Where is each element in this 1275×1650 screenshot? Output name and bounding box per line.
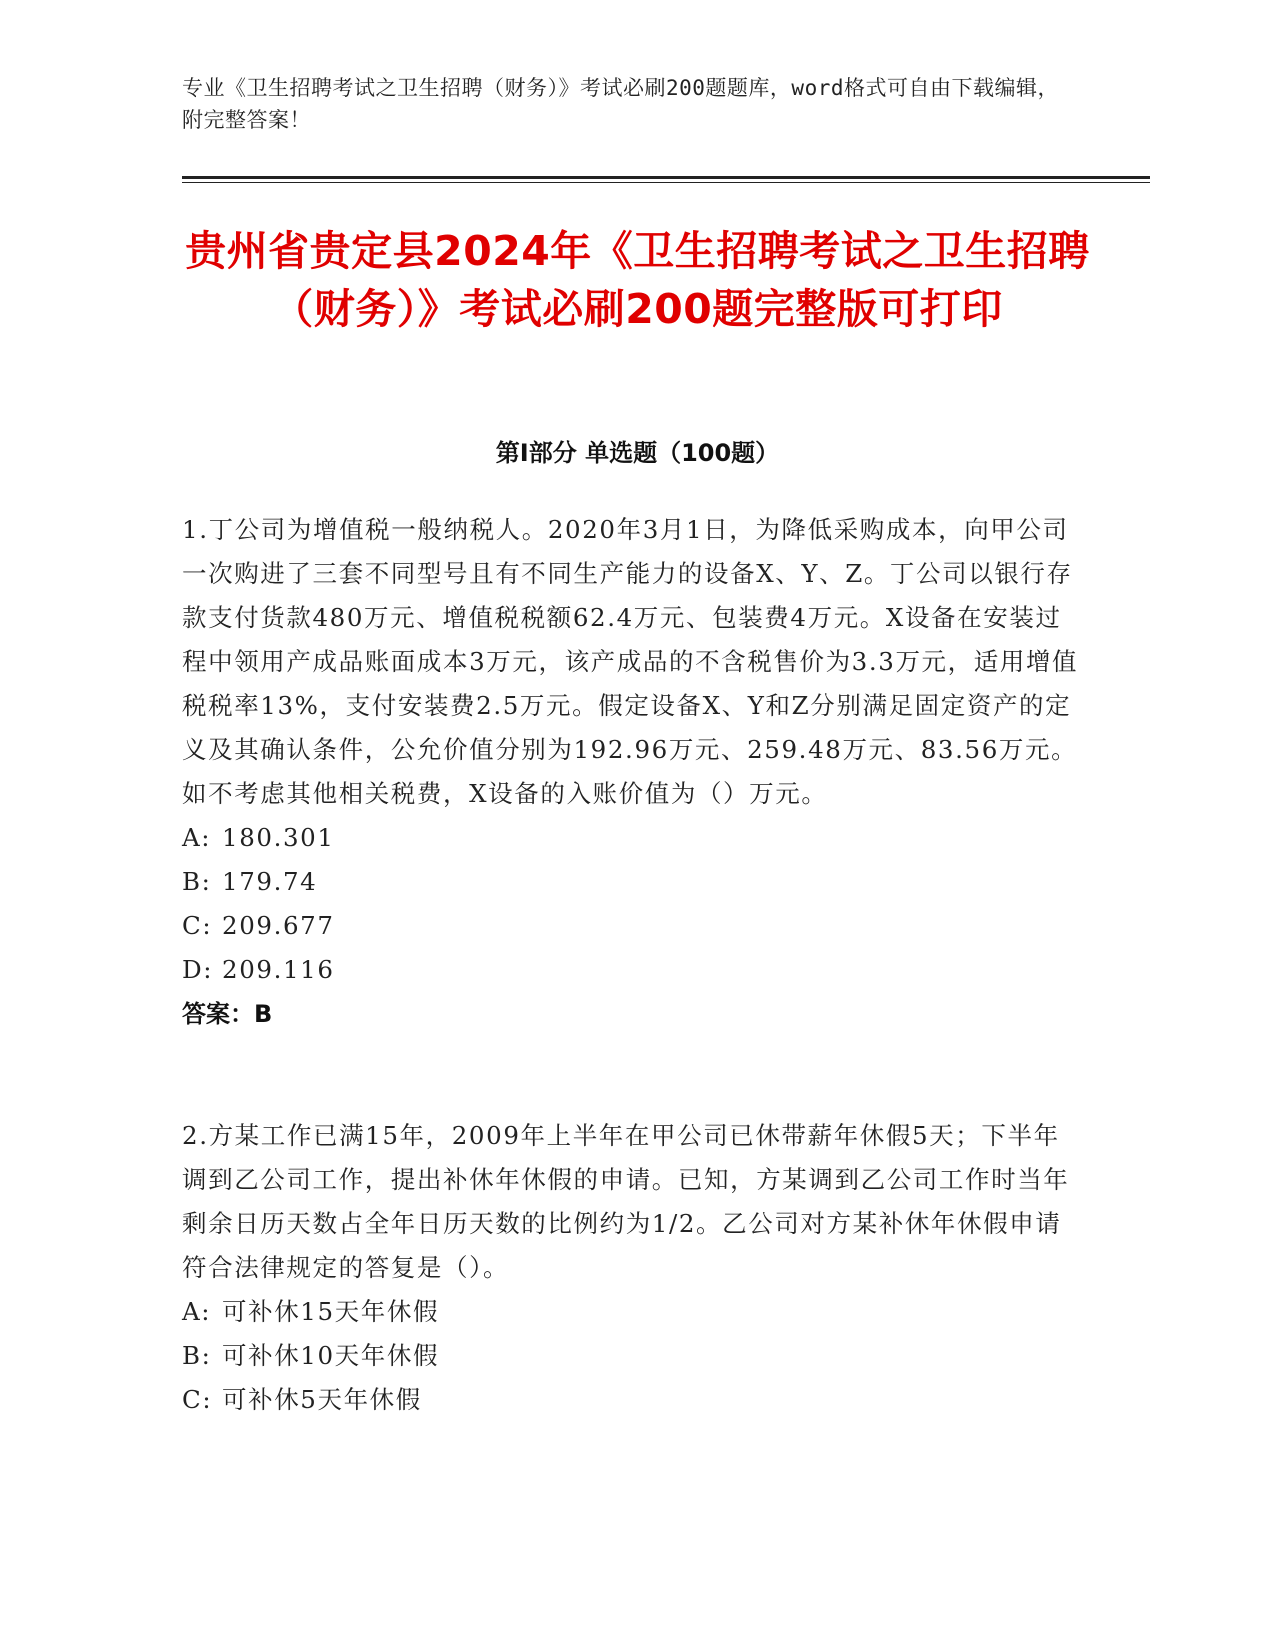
option-text: 209.116 xyxy=(222,955,335,984)
option-a xyxy=(182,816,1082,860)
question-1 xyxy=(182,508,1082,1036)
option-b xyxy=(182,1334,1082,1378)
option-text: 179.74 xyxy=(222,867,318,896)
answer-line: 答案：B xyxy=(182,1000,273,1028)
option-b xyxy=(182,860,1082,904)
option-c xyxy=(182,1378,1082,1422)
option-letter: A: xyxy=(182,823,212,852)
option-text: 180.301 xyxy=(222,823,335,852)
document-title: 贵州省贵定县2024年《卫生招聘考试之卫生招聘（财务）》考试必刷200题完整版可打印 xyxy=(185,227,1090,333)
option-text: 可补休5天年休假 xyxy=(222,1385,422,1414)
header-rule-thick xyxy=(182,176,1150,179)
section-title: 第I部分 单选题（100题） xyxy=(495,439,780,467)
option-text: 209.677 xyxy=(222,911,335,940)
option-letter: C: xyxy=(182,1385,213,1414)
option-letter: D: xyxy=(182,955,214,984)
option-letter: A: xyxy=(182,1297,212,1326)
option-letter: B: xyxy=(182,1341,212,1370)
option-d xyxy=(182,948,1082,992)
question-stem: 1.丁公司为增值税一般纳税人。2020年3月1日，为降低采购成本，向甲公司一次购进了三套不同型号且有不同生产能力的设备X、Y、Z。丁公司以银行存款支付货款480万元、增值税税额62.4万元、包装费4万元。X设备在安装过程中领用产成品账面成本3万元，该产成品的不含税售价为3.3万元，适用增值税税率13%，支付安装费2.5万元。假定设备X、Y和Z分别满足固定资产的定义及其确认条件，公允价值分别为192.96万元、259.48万元、83.56万元。如不考虑其他相关税费，X设备的入账价值为（）万元。 xyxy=(182,515,1079,808)
option-letter: C: xyxy=(182,911,213,940)
option-text: 可补休15天年休假 xyxy=(222,1297,440,1326)
question-stem: 2.方某工作已满15年，2009年上半年在甲公司已休带薪年休假5天；下半年调到乙公司工作，提出补休年休假的申请。已知，方某调到乙公司工作时当年剩余日历天数占全年日历天数的比例约为1/2。乙公司对方某补休年休假申请符合法律规定的答复是（）。 xyxy=(182,1121,1070,1282)
question-2 xyxy=(182,1114,1082,1422)
option-text: 可补休10天年休假 xyxy=(222,1341,440,1370)
header-note: 专业《卫生招聘考试之卫生招聘（财务）》考试必刷200题题库，word格式可自由下载编辑，附完整答案！ xyxy=(182,76,1059,132)
option-c xyxy=(182,904,1082,948)
header-rule-thin xyxy=(182,182,1150,183)
option-a xyxy=(182,1290,1082,1334)
option-letter: B: xyxy=(182,867,212,896)
